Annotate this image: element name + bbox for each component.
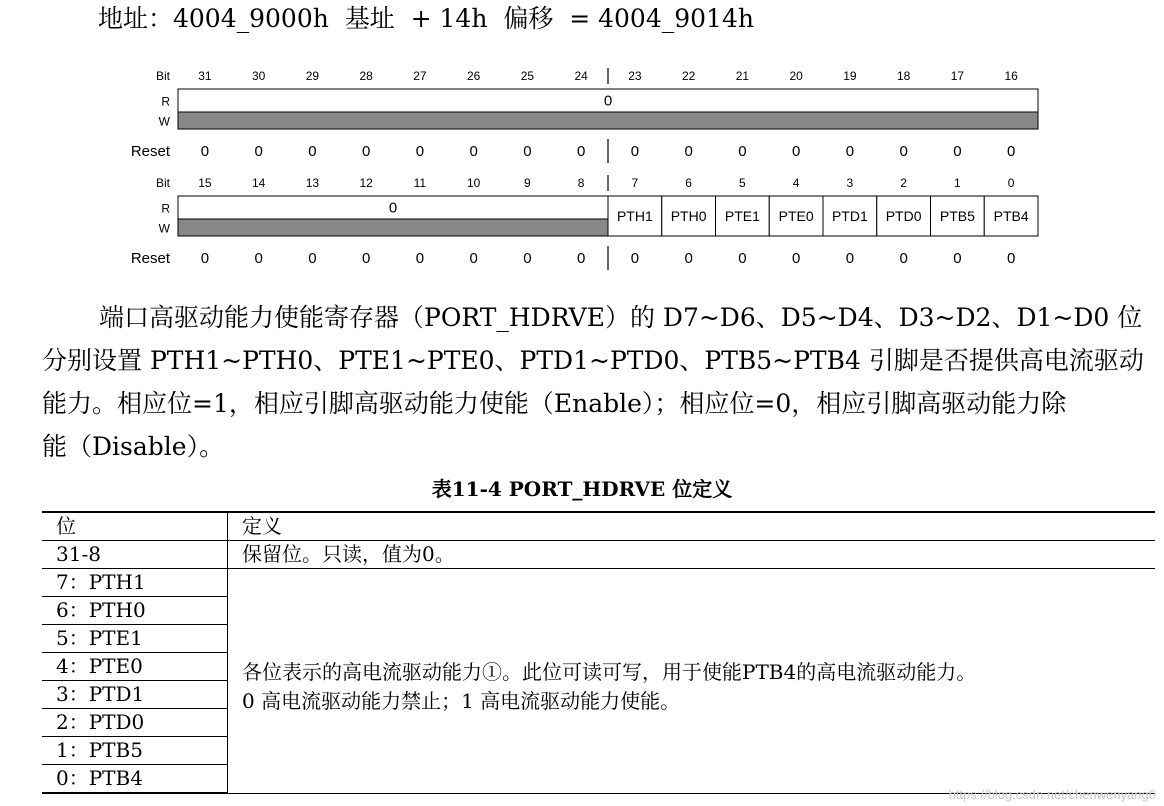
bit-row-label: Bit — [155, 69, 170, 83]
bit-cell: 5：PTE1 — [42, 625, 228, 653]
bit-number: 3 — [846, 176, 854, 190]
reset-value: 0 — [415, 143, 425, 160]
field-name: PTE1 — [724, 208, 760, 224]
field-name: PTD0 — [885, 208, 922, 224]
address-line: 地址：4004_9000h 基址 + 14h 偏移 = 4004_9014h — [98, 4, 754, 33]
reset-value: 0 — [684, 143, 693, 160]
bit-number: 26 — [466, 69, 481, 83]
definition-cell — [228, 569, 1156, 794]
bit-definition-table — [42, 511, 1155, 794]
bit-cell: 6：PTH0 — [42, 597, 228, 625]
reset-value: 0 — [791, 143, 801, 160]
bit-number: 14 — [251, 176, 266, 190]
bit-number: 16 — [1004, 69, 1018, 83]
reset-value: 0 — [630, 250, 640, 267]
reset-value: 0 — [361, 143, 371, 160]
reset-value: 0 — [254, 143, 263, 160]
bit-number: 7 — [631, 176, 639, 190]
bit-cell: 1：PTB5 — [42, 737, 228, 765]
field-name: PTB4 — [993, 208, 1029, 224]
bit-number: 23 — [628, 69, 642, 83]
header-bit: 位 — [42, 512, 228, 541]
description-paragraph — [42, 296, 1158, 468]
reset-value: 0 — [845, 143, 855, 160]
reset-row-label: Reset — [130, 250, 170, 267]
reset-value: 0 — [1006, 143, 1016, 160]
bit-number: 25 — [520, 69, 535, 83]
bit-number: 21 — [735, 69, 750, 83]
bit-cell: 3：PTD1 — [42, 681, 228, 709]
reset-value: 0 — [200, 143, 210, 160]
write-field-reserved — [178, 219, 608, 236]
table-row — [42, 541, 1155, 569]
field-name: PTH1 — [616, 208, 653, 224]
watermark: https://blog.csdn.net/chenwenyang0 — [948, 787, 1156, 802]
bit-number: 2 — [900, 176, 907, 190]
reset-value: 0 — [738, 143, 747, 160]
bit-number: 5 — [739, 176, 746, 190]
bit-row-label: Bit — [155, 176, 170, 190]
bit-number: 31 — [198, 69, 212, 83]
reset-value: 0 — [738, 250, 747, 267]
bit-number: 8 — [577, 176, 585, 190]
bit-cell: 4：PTE0 — [42, 653, 228, 681]
read-field-value: 0 — [388, 199, 398, 217]
field-name: PTH0 — [670, 208, 707, 224]
bit-cell: 0：PTB4 — [42, 765, 228, 794]
write-field-reserved — [178, 112, 1038, 129]
reset-value: 0 — [953, 143, 962, 160]
reset-value: 0 — [576, 250, 586, 267]
reset-row-label: Reset — [130, 143, 170, 160]
bit-number: 28 — [359, 69, 373, 83]
bit-number: 17 — [950, 69, 965, 83]
bit-number: 22 — [681, 69, 696, 83]
bit-number: 9 — [524, 176, 531, 190]
bit-number: 24 — [574, 69, 588, 83]
reset-value: 0 — [469, 143, 478, 160]
reset-value: 0 — [415, 250, 425, 267]
bit-number: 1 — [954, 176, 961, 190]
bit-number: 18 — [896, 69, 911, 83]
bit-number: 10 — [466, 176, 481, 190]
definition-cell: 保留位。只读，值为0。 — [228, 541, 1156, 569]
paragraph-line: 能（Disable）。 — [42, 432, 225, 461]
read-row-label: R — [161, 201, 170, 216]
bit-number: 0 — [1007, 176, 1015, 190]
reset-value: 0 — [684, 250, 693, 267]
paragraph-line: 端口高驱动能力使能寄存器（PORT_HDRVE）的 D7~D6、D5~D4、D3~D2、D1~D0 位 — [99, 303, 1143, 332]
reset-value: 0 — [899, 143, 908, 160]
read-row-label: R — [161, 94, 170, 109]
table-row — [42, 569, 1155, 597]
bit-number: 15 — [198, 176, 212, 190]
field-name: PTB5 — [939, 208, 975, 224]
reset-value: 0 — [1006, 250, 1016, 267]
write-row-label: W — [158, 114, 170, 129]
reset-value: 0 — [200, 250, 210, 267]
reset-value: 0 — [791, 250, 801, 267]
reset-value: 0 — [576, 143, 586, 160]
definition-line: 各位表示的高电流驱动能力①。此位可读可写，用于使能PTB4的高电流驱动能力。 — [242, 659, 977, 684]
bit-number: 29 — [305, 69, 320, 83]
table-header-row — [42, 512, 1155, 541]
reset-value: 0 — [845, 250, 855, 267]
reset-value: 0 — [361, 250, 371, 267]
reset-value: 0 — [523, 143, 532, 160]
paragraph-line: 分别设置 PTH1~PTH0、PTE1~PTE0、PTD1~PTD0、PTB5~PTB4 引脚是否提供高电流驱动 — [42, 346, 1144, 375]
bit-number: 19 — [843, 69, 857, 83]
bit-number: 4 — [792, 176, 800, 190]
read-field-value: 0 — [603, 92, 613, 110]
bit-number: 11 — [413, 176, 427, 190]
reset-value: 0 — [630, 143, 640, 160]
field-name: PTE0 — [778, 208, 814, 224]
reset-value: 0 — [469, 250, 478, 267]
paragraph-line: 能力。相应位=1，相应引脚高驱动能力使能（Enable）；相应位=0，相应引脚高驱动能力除 — [42, 389, 1067, 418]
bit-number: 30 — [251, 69, 266, 83]
write-row-label: W — [158, 221, 170, 236]
register-diagram — [0, 0, 1164, 280]
bit-cell: 2：PTD0 — [42, 709, 228, 737]
reset-value: 0 — [523, 250, 532, 267]
reset-value: 0 — [308, 250, 317, 267]
bit-number: 6 — [685, 176, 692, 190]
reset-value: 0 — [953, 250, 962, 267]
bit-cell: 7：PTH1 — [42, 569, 228, 597]
definition-line: 0 高电流驱动能力禁止；1 高电流驱动能力使能。 — [242, 688, 681, 713]
bit-number: 27 — [413, 69, 427, 83]
bit-cell: 31-8 — [42, 541, 228, 569]
bit-number: 12 — [359, 176, 373, 190]
reset-value: 0 — [308, 143, 317, 160]
header-definition: 定义 — [228, 512, 1156, 541]
bit-number: 20 — [789, 69, 803, 83]
bit-number: 13 — [305, 176, 320, 190]
reset-value: 0 — [899, 250, 908, 267]
table-caption: 表11-4 PORT_HDRVE 位定义 — [431, 477, 733, 501]
field-name: PTD1 — [831, 208, 868, 224]
reset-value: 0 — [254, 250, 263, 267]
